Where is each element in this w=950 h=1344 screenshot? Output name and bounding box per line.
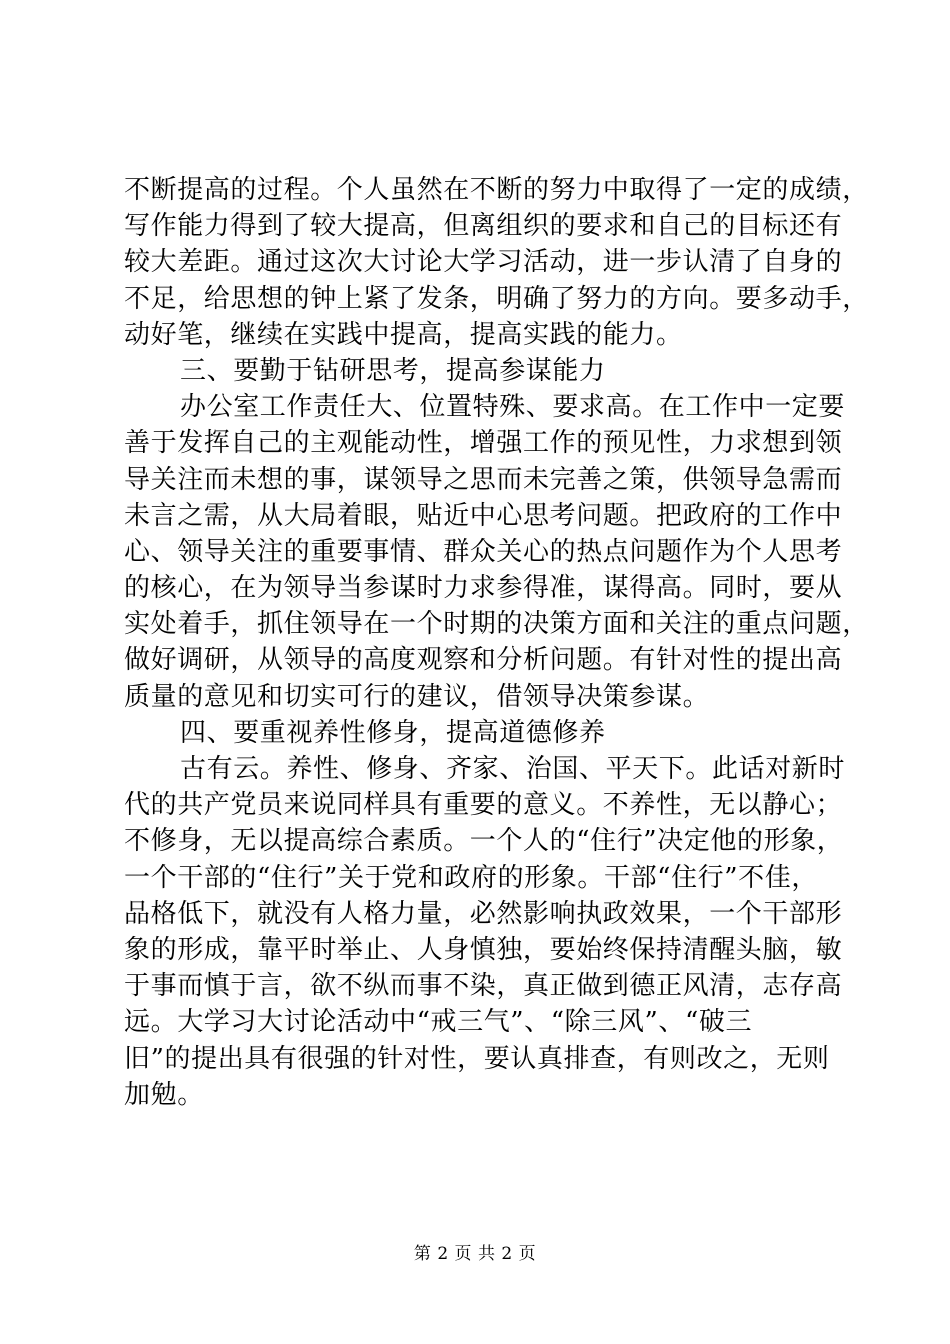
- text-line: 善于发挥自己的主观能动性，增强工作的预见性，力求想到领: [124, 428, 843, 459]
- page-footer: 第 2 页 共 2 页: [413, 1244, 537, 1264]
- text-line: 不修身，无以提高综合素质。一个人的“住行”决定他的形象，: [124, 826, 844, 857]
- text-line: 写作能力得到了较大提高，但离组织的要求和自己的目标还有: [124, 211, 843, 242]
- text-line: 代的共产党员来说同样具有重要的意义。不养性，无以静心；: [124, 790, 843, 821]
- document-body: [124, 172, 869, 1113]
- paragraph-first-line: 三、要勤于钻研思考，提高参谋能力: [180, 355, 606, 386]
- text-line: 的核心，在为领导当参谋时力求参得准，谋得高。同时，要从: [124, 573, 843, 604]
- text-line: 不足，给思想的钟上紧了发条，明确了努力的方向。要多动手，: [124, 283, 869, 314]
- text-line: 象的形成，靠平时举止、人身慎独，要始终保持清醒头脑，敏: [124, 934, 843, 965]
- text-line: 较大差距。通过这次大讨论大学习活动，进一步认清了自身的: [124, 247, 843, 278]
- text-line: 动好笔，继续在实践中提高，提高实践的能力。: [124, 319, 683, 350]
- paragraph-first-line: 办公室工作责任大、位置特殊、要求高。在工作中一定要: [180, 392, 846, 423]
- paragraph-first-line: 古有云。养性、修身、齐家、治国、平天下。此话对新时: [180, 754, 846, 784]
- text-line: 质量的意见和切实可行的建议，借领导决策参谋。: [124, 681, 710, 712]
- text-line: 一个干部的“住行”关于党和政府的形象。干部“住行”不佳，: [124, 862, 818, 893]
- paragraph-first-line: 四、要重视养性修身，提高道德修养: [180, 717, 606, 748]
- text-line: 心、领导关注的重要事情、群众关心的热点问题作为个人思考: [124, 536, 843, 567]
- text-line: 加勉。: [124, 1079, 204, 1110]
- text-line: 不断提高的过程。个人虽然在不断的努力中取得了一定的成绩，: [124, 175, 869, 205]
- text-line: 于事而慎于言，欲不纵而事不染，真正做到德正风清，志存高: [124, 971, 843, 1002]
- text-line: 导关注而未想的事，谋领导之思而未完善之策，供领导急需而: [124, 464, 843, 495]
- text-line: 实处着手，抓住领导在一个时期的决策方面和关注的重点问题，: [124, 609, 869, 640]
- text-line: 未言之需，从大局着眼，贴近中心思考问题。把政府的工作中: [124, 500, 843, 531]
- text-line: 远。大学习大讨论活动中“戒三气”、“除三风”、“破三: [124, 1007, 753, 1038]
- text-line: 做好调研，从领导的高度观察和分析问题。有针对性的提出高: [124, 645, 843, 676]
- text-line: 旧”的提出具有很强的针对性，要认真排查，有则改之，无则: [124, 1043, 830, 1074]
- text-line: 品格低下，就没有人格力量，必然影响执政效果，一个干部形: [124, 898, 843, 929]
